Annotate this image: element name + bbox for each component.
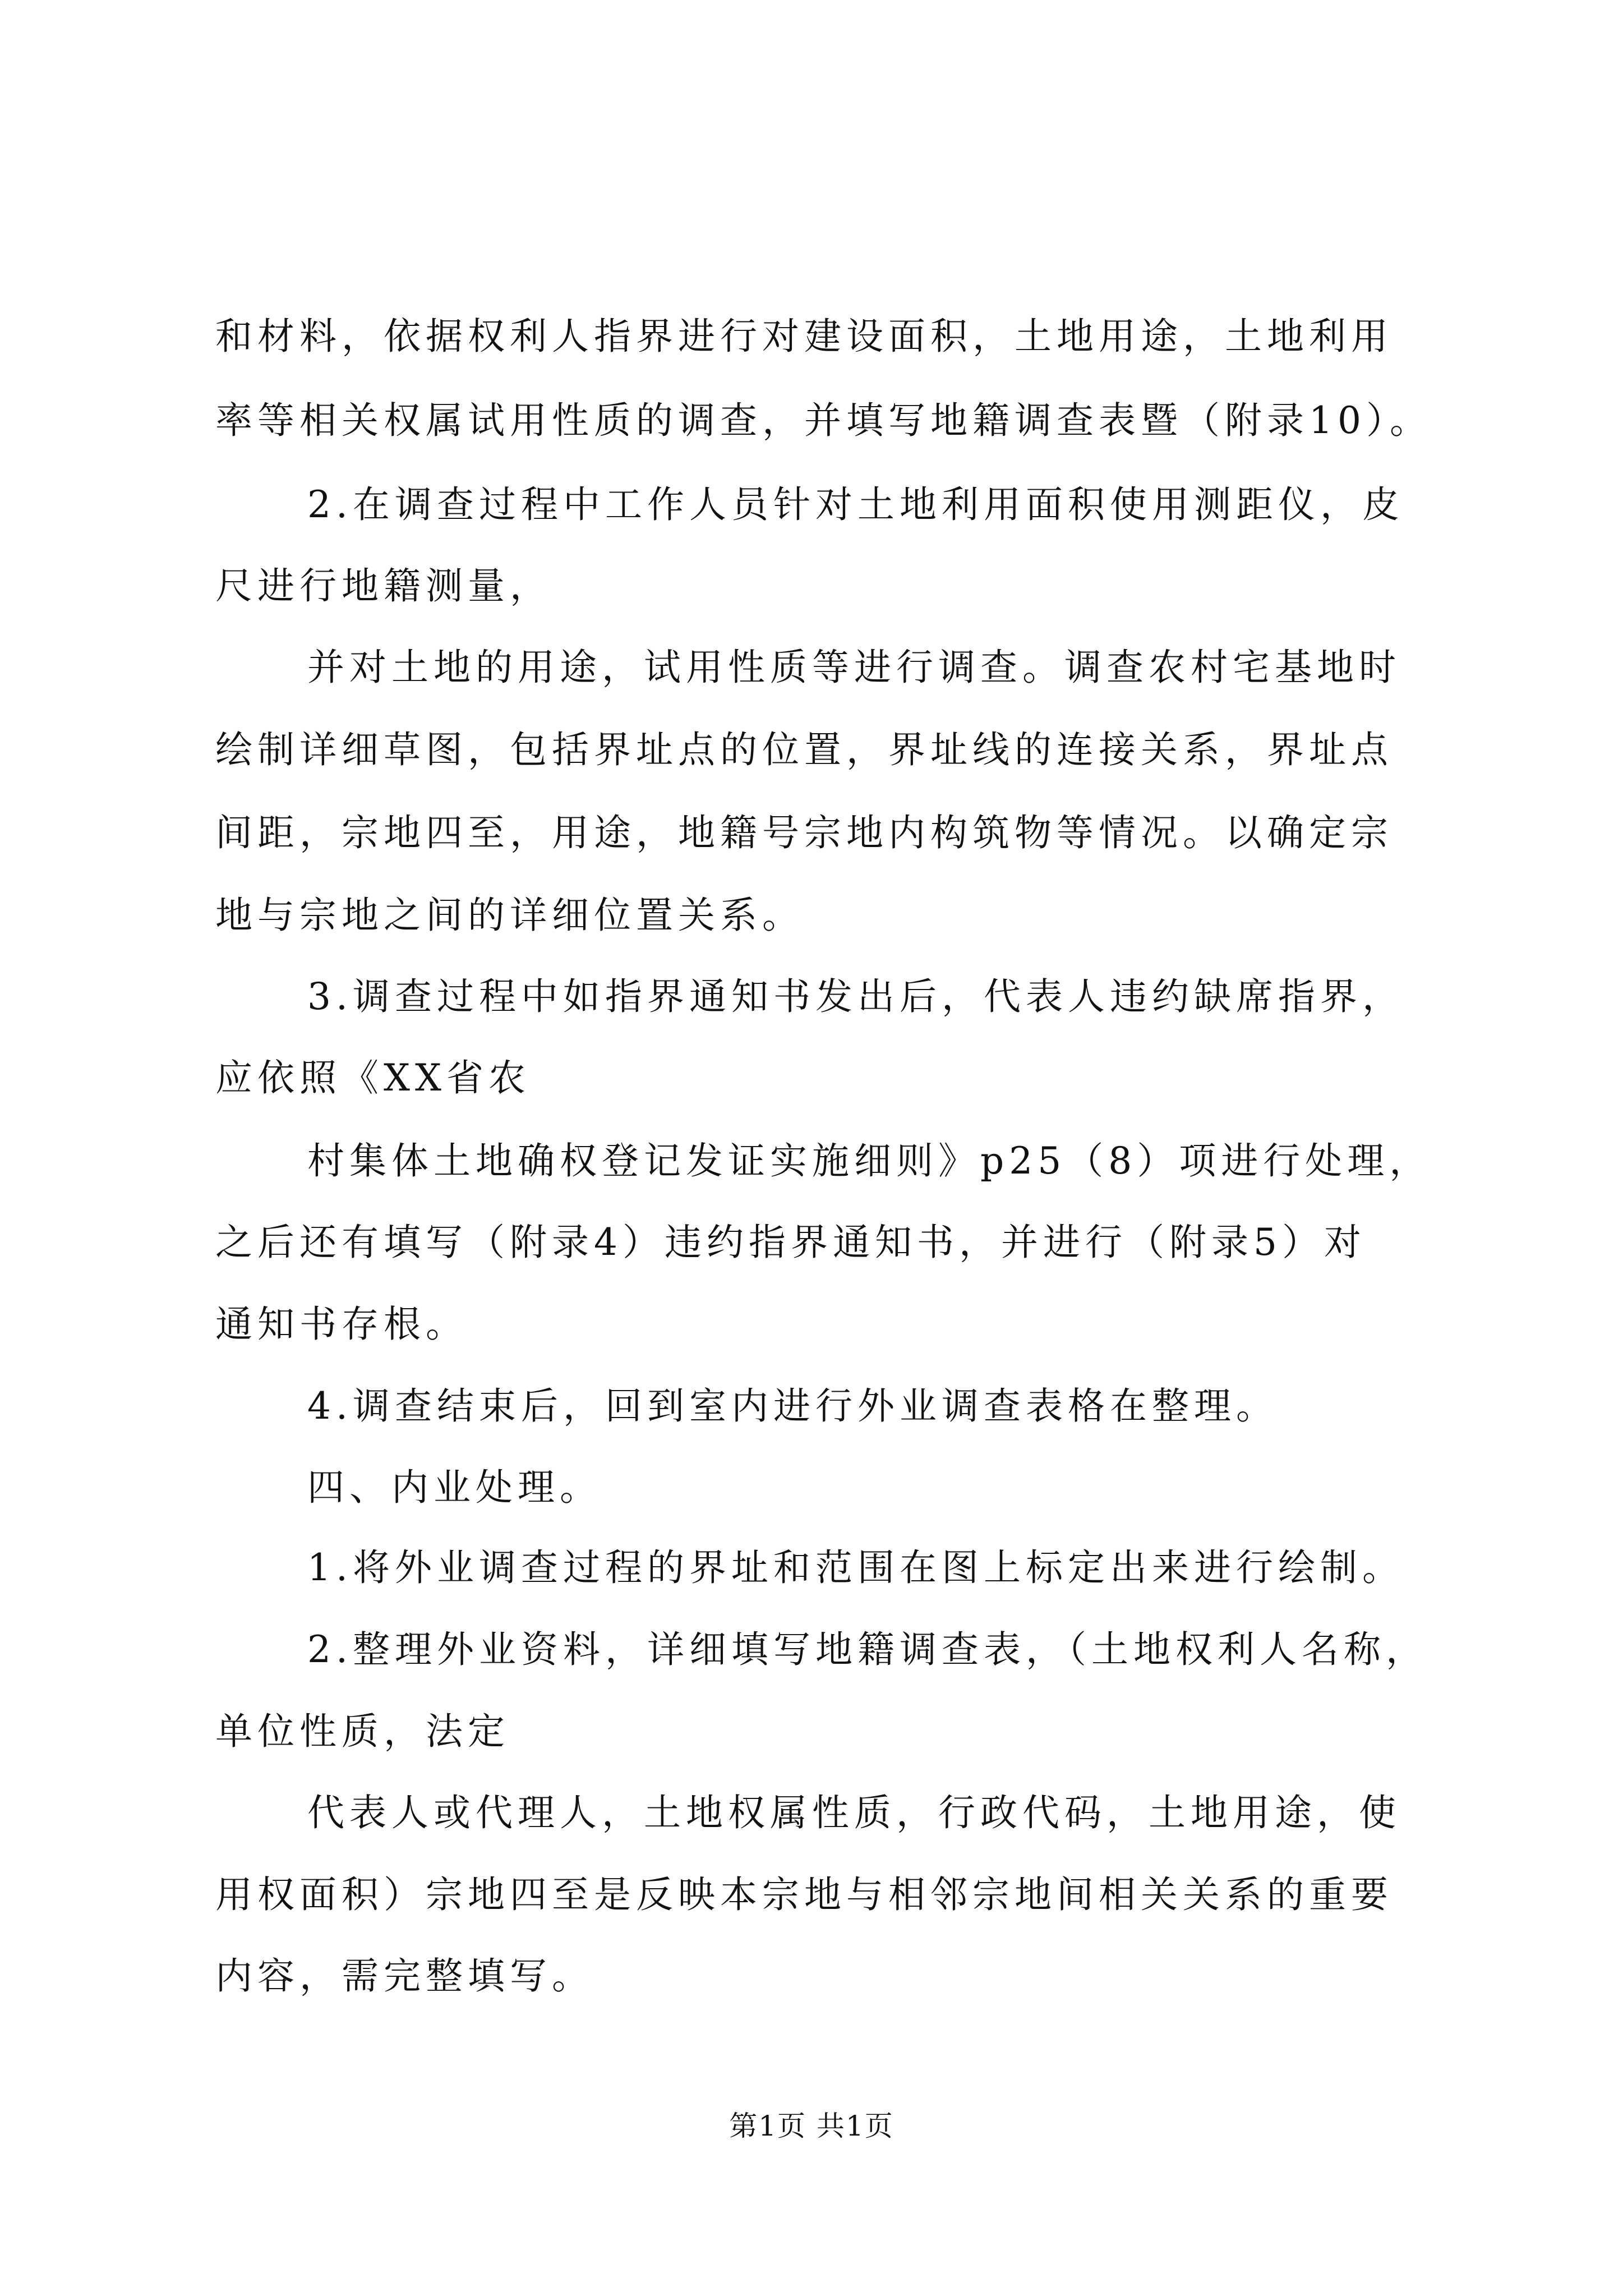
text-line: 和材料，依据权利人指界进行对建设面积，土地用途，土地利用 — [215, 315, 1393, 358]
text-line: 用权面积）宗地四至是反映本宗地与相邻宗地间相关关系的重要 — [215, 1873, 1393, 1916]
text-line: 1.将外业调查过程的界址和范围在图上标定出来进行绘制。 — [307, 1546, 1404, 1589]
text-line: 之后还有填写（附录4）违约指界通知书，并进行（附录5）对 — [215, 1221, 1366, 1264]
text-line: 单位性质，法定 — [215, 1710, 510, 1753]
text-line: 应依照《XX省农 — [215, 1056, 531, 1099]
text-line: 内容，需完整填写。 — [215, 1954, 594, 1998]
text-line: 村集体土地确权登记发证实施细则》p25（8）项进行处理， — [307, 1139, 1432, 1182]
text-line: 2.在调查过程中工作人员针对土地利用面积使用测距仪，皮 — [307, 483, 1404, 526]
text-line: 间距，宗地四至，用途，地籍号宗地内构筑物等情况。以确定宗 — [215, 811, 1393, 854]
text-line: 地与宗地之间的详细位置关系。 — [215, 894, 804, 937]
page-number: 第1页 共1页 — [729, 2110, 894, 2142]
text-line: 4.调查结束后，回到室内进行外业调查表格在整理。 — [307, 1384, 1278, 1428]
section-heading: 四、内业处理。 — [307, 1466, 602, 1509]
text-line: 3.调查过程中如指界通知书发出后，代表人违约缺席指界， — [307, 975, 1404, 1018]
text-line: 并对土地的用途，试用性质等进行调查。调查农村宅基地时 — [307, 646, 1401, 689]
text-line: 通知书存根。 — [215, 1303, 468, 1346]
text-line: 2.整理外业资料，详细填写地籍调查表，（土地权利人名称， — [307, 1628, 1428, 1671]
text-line: 尺进行地籍测量， — [215, 564, 552, 608]
text-line: 率等相关权属试用性质的调查，并填写地籍调查表暨（附录10）。 — [215, 399, 1432, 442]
text-line: 绘制详细草图，包括界址点的位置，界址线的连接关系，界址点 — [215, 728, 1393, 771]
text-line: 代表人或代理人，土地权属性质，行政代码，土地用途，使 — [307, 1791, 1401, 1834]
